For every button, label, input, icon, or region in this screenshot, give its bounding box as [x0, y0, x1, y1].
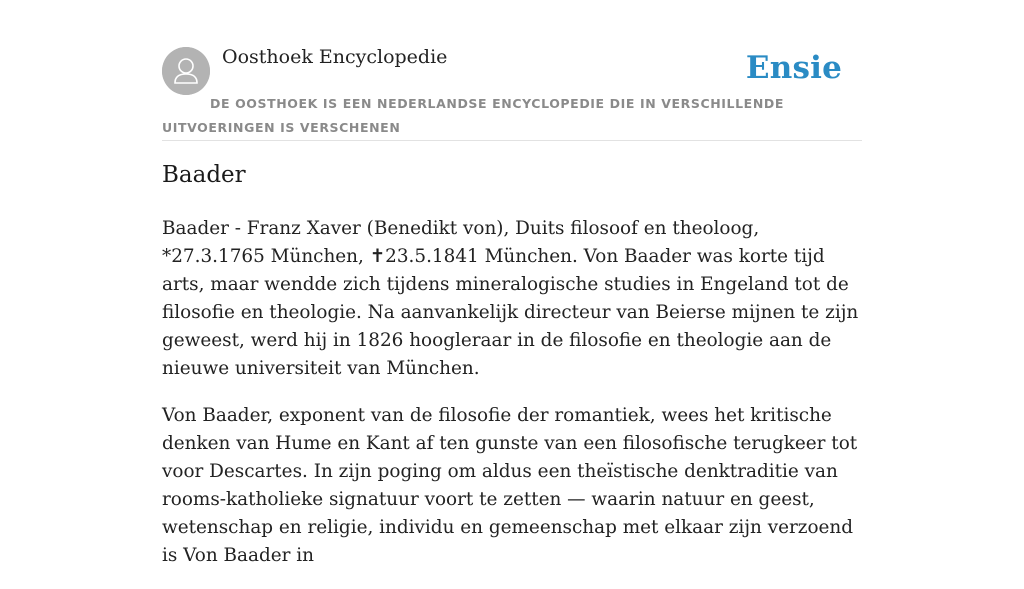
brand-logo-link[interactable]: Ensie	[745, 50, 842, 86]
article-paragraph: Baader - Franz Xaver (Benedikt von), Duits filosoof en theoloog, *27.3.1765 München, ✝23.5.1841 München. Von Baader was korte tijd arts, maar wendde zich tijdens mineralogische studies in Engeland tot de filosofie en theologie. Na aanvankelijk directeur van Beierse mijnen te zijn geweest, werd hij in 1826 hoogleraar in de filosofie en theologie aan de nieuwe universiteit van München.	[162, 218, 859, 379]
article-body	[162, 215, 862, 589]
site-tagline: DE OOSTHOEK IS EEN NEDERLANDSE ENCYCLOPEDIE DIE IN VERSCHILLENDE UITVOERINGEN IS VERSCHENEN	[162, 96, 784, 135]
site-header	[162, 40, 862, 141]
article-title: Baader	[162, 162, 246, 188]
article-paragraph: Von Baader, exponent van de filosofie der romantiek, wees het kritische denken van Hume en Kant af ten gunste van een filosofische terugkeer tot voor Descartes. In zijn poging om aldus een theïstische denktraditie van rooms-katholieke signatuur voort te zetten — waarin natuur en geest, wetenschap en religie, individu en gemeenschap met elkaar zijn verzoend is Von Baader in	[162, 405, 858, 566]
user-icon[interactable]	[162, 47, 210, 95]
site-title-link[interactable]: Oosthoek Encyclopedie	[222, 46, 448, 68]
